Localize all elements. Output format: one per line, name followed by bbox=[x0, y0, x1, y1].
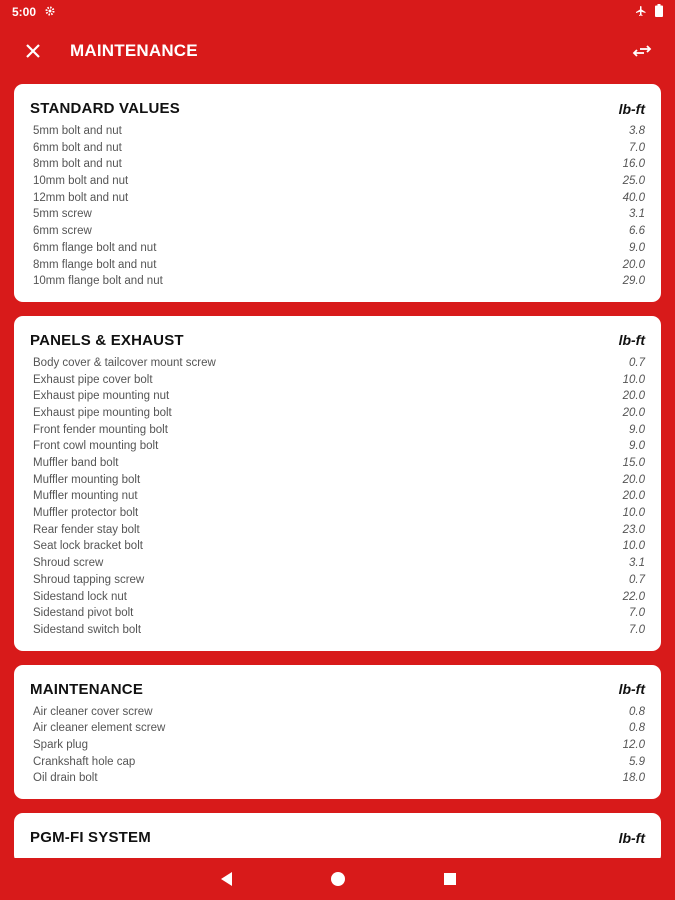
item-label: Rear fender stay bolt bbox=[33, 523, 140, 536]
item-label: 5mm screw bbox=[33, 208, 92, 221]
item-label: 12mm bolt and nut bbox=[33, 191, 129, 204]
section-title: PANELS & EXHAUST bbox=[30, 331, 184, 349]
item-label: Crankshaft hole cap bbox=[33, 755, 136, 768]
list-item bbox=[30, 488, 645, 505]
item-label: Front cowl mounting bolt bbox=[33, 440, 159, 453]
item-value: 22.0 bbox=[622, 590, 645, 603]
item-value: 16.0 bbox=[622, 158, 645, 171]
item-value: 10.0 bbox=[622, 507, 645, 520]
list-item bbox=[30, 257, 645, 274]
list-item bbox=[30, 737, 645, 754]
item-value: 7.0 bbox=[629, 623, 645, 636]
item-value: 10.0 bbox=[622, 540, 645, 553]
item-label: Shroud screw bbox=[33, 557, 104, 570]
item-label: Seat lock bracket bolt bbox=[33, 540, 143, 553]
list-item bbox=[30, 240, 645, 257]
section-header bbox=[30, 681, 645, 698]
item-label: Sidestand pivot bolt bbox=[33, 607, 134, 620]
item-value: 25.0 bbox=[622, 175, 645, 188]
item-label: Air cleaner cover screw bbox=[33, 705, 153, 718]
item-label: Exhaust pipe mounting bolt bbox=[33, 406, 172, 419]
list-item bbox=[30, 206, 645, 223]
item-label: Exhaust pipe mounting nut bbox=[33, 390, 170, 403]
item-value: 9.0 bbox=[629, 440, 645, 453]
list-item bbox=[30, 355, 645, 372]
list-item bbox=[30, 223, 645, 240]
item-label: Air cleaner element screw bbox=[33, 722, 166, 735]
list-item bbox=[30, 372, 645, 389]
app-bar bbox=[0, 24, 675, 78]
list-item bbox=[30, 405, 645, 422]
list-item bbox=[30, 572, 645, 589]
item-value: 20.0 bbox=[622, 406, 645, 419]
item-value: 7.0 bbox=[629, 607, 645, 620]
item-label: Sidestand switch bolt bbox=[33, 623, 142, 636]
item-value: 40.0 bbox=[622, 191, 645, 204]
list-item bbox=[30, 555, 645, 572]
section-title: STANDARD VALUES bbox=[30, 100, 180, 117]
list-item bbox=[30, 505, 645, 522]
item-label: Muffler mounting bolt bbox=[33, 473, 141, 486]
list-item bbox=[30, 589, 645, 606]
item-label: 6mm screw bbox=[33, 225, 92, 238]
item-label: Muffler band bolt bbox=[33, 457, 119, 469]
status-bar bbox=[0, 0, 675, 24]
section-header bbox=[30, 829, 645, 846]
item-label: Shroud tapping screw bbox=[33, 573, 145, 586]
close-icon[interactable] bbox=[18, 36, 48, 66]
item-value: 20.0 bbox=[622, 490, 645, 503]
section-header bbox=[30, 100, 645, 117]
item-value: 20.0 bbox=[622, 258, 645, 271]
list-item bbox=[30, 455, 645, 472]
list-item bbox=[30, 472, 645, 489]
section-card bbox=[14, 665, 661, 799]
item-value: 18.0 bbox=[622, 772, 645, 785]
item-label: 8mm flange bolt and nut bbox=[33, 258, 157, 271]
section-card bbox=[14, 316, 661, 651]
section-card bbox=[14, 813, 661, 858]
item-value: 0.8 bbox=[629, 722, 645, 735]
item-label: Front fender mounting bolt bbox=[33, 423, 168, 436]
item-value: 3.1 bbox=[629, 557, 645, 570]
battery-icon bbox=[655, 4, 663, 20]
item-value: 0.8 bbox=[629, 705, 645, 718]
list-item bbox=[30, 622, 645, 639]
recents-icon[interactable] bbox=[440, 869, 460, 889]
item-label: Spark plug bbox=[33, 738, 88, 751]
item-value: 15.0 bbox=[622, 457, 645, 469]
item-label: 5mm bolt and nut bbox=[33, 125, 122, 137]
status-time: 5:00 bbox=[12, 5, 37, 19]
item-value: 23.0 bbox=[622, 523, 645, 536]
item-value: 0.7 bbox=[629, 573, 645, 586]
list-item bbox=[30, 273, 645, 290]
item-label: Oil drain bolt bbox=[33, 772, 98, 785]
item-value: 5.9 bbox=[629, 755, 645, 768]
section-unit: lb-ft bbox=[618, 829, 645, 846]
item-value: 7.0 bbox=[629, 141, 645, 154]
list-item bbox=[30, 156, 645, 173]
list-item bbox=[30, 173, 645, 190]
item-value: 12.0 bbox=[622, 738, 645, 751]
item-value: 9.0 bbox=[629, 241, 645, 254]
item-value: 9.0 bbox=[629, 423, 645, 436]
airplane-icon bbox=[635, 5, 647, 20]
list-item bbox=[30, 140, 645, 157]
torque-list[interactable] bbox=[0, 84, 675, 858]
list-item bbox=[30, 720, 645, 737]
item-label: 10mm bolt and nut bbox=[33, 175, 129, 188]
item-value: 3.1 bbox=[629, 208, 645, 221]
item-value: 20.0 bbox=[622, 473, 645, 486]
item-label: Body cover & tailcover mount screw bbox=[33, 356, 216, 369]
item-value: 20.0 bbox=[622, 390, 645, 403]
list-item bbox=[30, 770, 645, 787]
item-value: 6.6 bbox=[629, 225, 645, 238]
item-value: 0.7 bbox=[629, 356, 645, 369]
list-item bbox=[30, 538, 645, 555]
section-card bbox=[14, 84, 661, 302]
item-value: 10.0 bbox=[622, 373, 645, 386]
section-title: PGM-FI SYSTEM bbox=[30, 829, 151, 846]
section-header bbox=[30, 332, 645, 349]
item-label: Muffler protector bolt bbox=[33, 507, 139, 520]
item-label: Sidestand lock nut bbox=[33, 590, 127, 603]
item-label: Exhaust pipe cover bolt bbox=[33, 373, 153, 386]
item-label: 6mm bolt and nut bbox=[33, 141, 122, 154]
list-item bbox=[30, 422, 645, 439]
list-item bbox=[30, 605, 645, 622]
list-item bbox=[30, 522, 645, 539]
item-label: 8mm bolt and nut bbox=[33, 158, 122, 171]
item-value: 29.0 bbox=[622, 275, 645, 288]
gear-icon bbox=[44, 5, 56, 20]
swap-icon[interactable] bbox=[627, 36, 657, 66]
list-item bbox=[30, 190, 645, 207]
list-item bbox=[30, 123, 645, 140]
section-title: MAINTENANCE bbox=[30, 680, 144, 698]
list-item bbox=[30, 438, 645, 455]
list-item bbox=[30, 388, 645, 405]
list-item bbox=[30, 754, 645, 771]
list-item bbox=[30, 704, 645, 721]
section-unit: lb-ft bbox=[618, 332, 645, 349]
item-label: Muffler mounting nut bbox=[33, 490, 138, 503]
item-value: 3.8 bbox=[629, 125, 645, 137]
navigation-bar bbox=[0, 858, 675, 900]
page-title: MAINTENANCE bbox=[70, 41, 198, 60]
item-label: 10mm flange bolt and nut bbox=[33, 275, 163, 288]
item-label: 6mm flange bolt and nut bbox=[33, 241, 157, 254]
section-unit: lb-ft bbox=[618, 681, 645, 698]
home-icon[interactable] bbox=[328, 869, 348, 889]
back-icon[interactable] bbox=[216, 869, 236, 889]
section-unit: lb-ft bbox=[618, 100, 645, 117]
